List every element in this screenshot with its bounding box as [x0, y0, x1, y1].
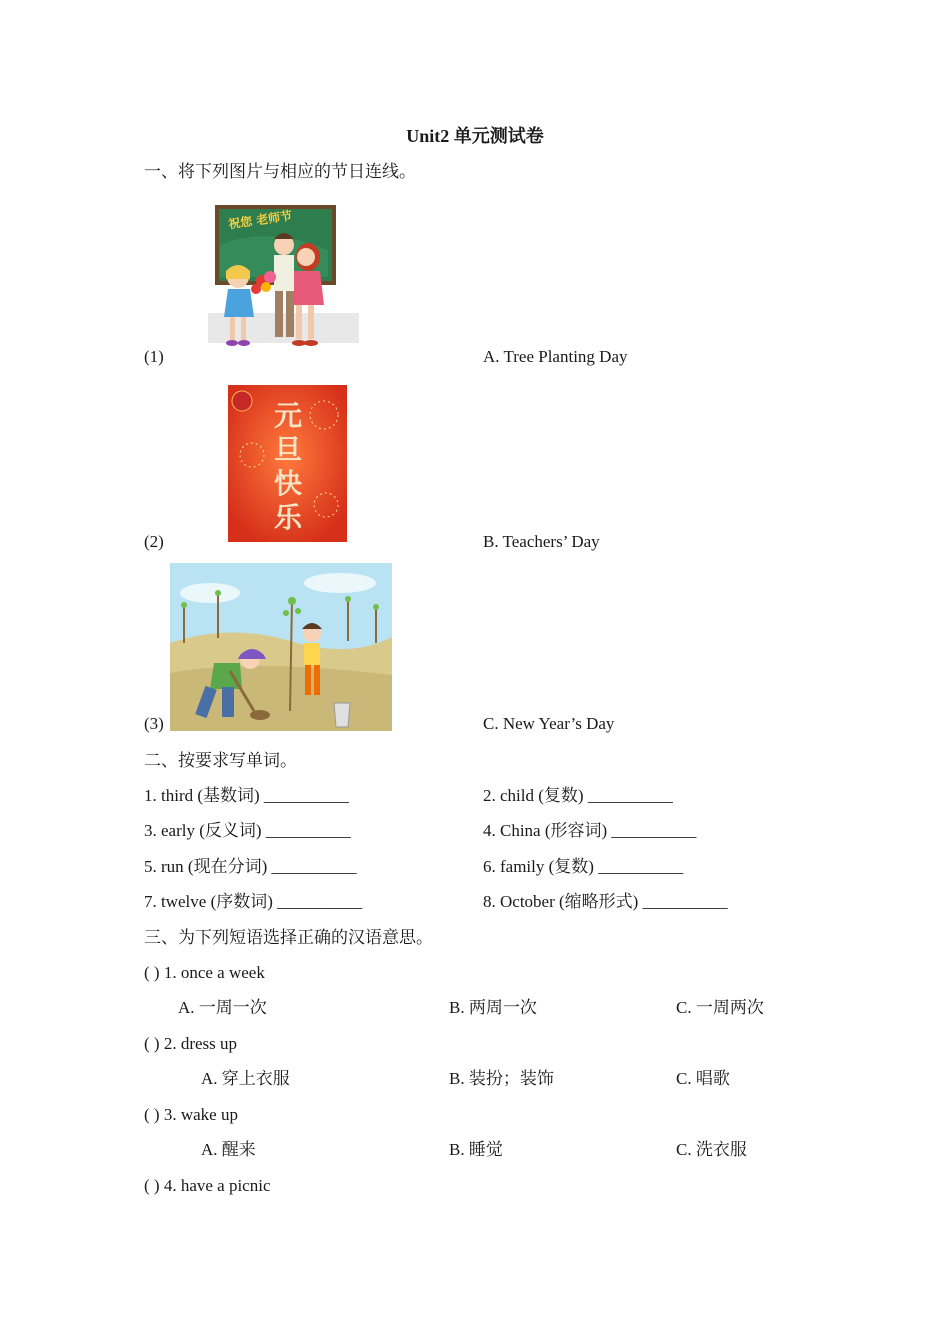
- question-3-option-c: C. 洗衣服: [676, 1140, 747, 1159]
- question-4: ( ) 4. have a picnic: [144, 1176, 271, 1195]
- question-1-option-c: C. 一周两次: [676, 998, 764, 1017]
- item-1-number: (1): [144, 347, 164, 366]
- item-3-number: (3): [144, 714, 164, 733]
- word-item: 5. run (现在分词) __________: [144, 857, 357, 876]
- question-2-option-c: C. 唱歌: [676, 1069, 730, 1088]
- new-year-picture: [228, 385, 347, 542]
- word-item: 2. child (复数) __________: [483, 786, 673, 805]
- word-item: 1. third (基数词) __________: [144, 786, 349, 805]
- option-a: A. Tree Planting Day: [483, 347, 628, 366]
- teachers-day-banner: 祝您 老师节: [227, 208, 293, 232]
- tree-planting-picture: [170, 563, 392, 731]
- word-item: 6. family (复数) __________: [483, 857, 684, 876]
- question-3-option-a: A. 醒来: [201, 1140, 256, 1159]
- question-2-option-a: A. 穿上衣服: [201, 1069, 290, 1088]
- option-b: B. Teachers’ Day: [483, 532, 600, 551]
- option-c: C. New Year’s Day: [483, 714, 615, 733]
- section1-heading: 一、将下列图片与相应的节日连线。: [144, 162, 416, 181]
- question-1: ( ) 1. once a week: [144, 963, 265, 982]
- word-item: 8. October (缩略形式) __________: [483, 892, 728, 911]
- teachers-day-picture: [208, 205, 359, 352]
- question-3-option-b: B. 睡觉: [449, 1140, 503, 1159]
- question-2: ( ) 2. dress up: [144, 1034, 238, 1053]
- greeting-char: 快: [273, 467, 302, 500]
- question-1-option-b: B. 两周一次: [449, 998, 537, 1017]
- question-2-option-b: B. 装扮；装饰: [449, 1069, 554, 1088]
- word-item: 3. early (反义词) __________: [144, 821, 351, 840]
- word-item: 4. China (形容词) __________: [483, 821, 697, 840]
- greeting-char: 乐: [273, 501, 302, 534]
- greeting-char: 元: [273, 399, 302, 432]
- section2-heading: 二、按要求写单词。: [144, 751, 297, 770]
- section3-heading: 三、为下列短语选择正确的汉语意思。: [144, 928, 433, 947]
- greeting-char: 旦: [273, 433, 302, 466]
- question-3: ( ) 3. wake up: [144, 1105, 238, 1124]
- item-2-number: (2): [144, 532, 164, 551]
- page-title: Unit2 单元测试卷: [406, 126, 544, 146]
- new-year-greeting: [268, 399, 308, 535]
- word-item: 7. twelve (序数词) __________: [144, 892, 363, 911]
- question-1-option-a: A. 一周一次: [178, 998, 267, 1017]
